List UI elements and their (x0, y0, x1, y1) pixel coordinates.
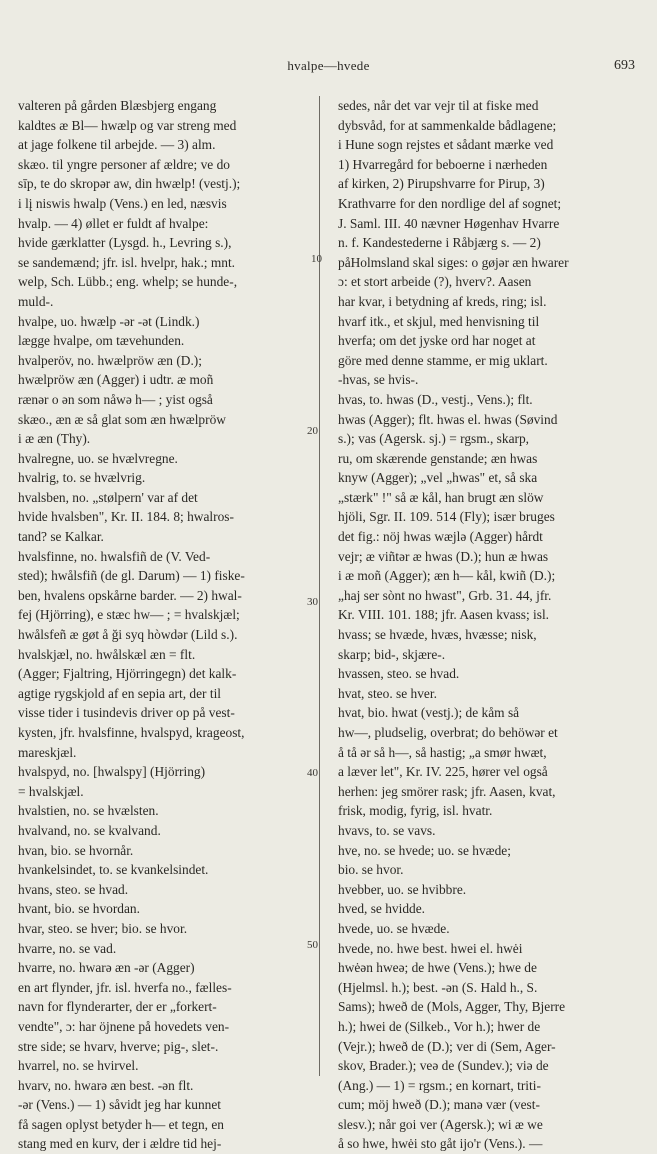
text-line: 1) Hvarregård for beboerne i nærheden (338, 156, 548, 172)
text-line: n. f. Kandestederne i Råbjærg s. — 2) (338, 235, 541, 251)
text-line: hvas, to. hwas (D., vestj., Vens.); flt. (338, 391, 533, 407)
text-line: hvat, steo. se hver. (338, 685, 437, 701)
text-line: hvassen, steo. se hvad. (338, 666, 460, 682)
text-line: å tå ər så h—, så hastig; „a smør hwæt, (338, 744, 547, 760)
text-line: påHolmsland skal siges: o gøjər æn hwarer (338, 254, 569, 270)
text-line: visse tider i tusindevis driver op på vest- (18, 705, 235, 721)
text-line: hvalstien, no. se hvælsten. (18, 803, 159, 819)
text-line: knyw (Agger); „vel „hwas" et, så ska (338, 470, 538, 486)
text-line: i lį niswis hwalp (Vens.) en led, næsvis (18, 195, 227, 211)
text-line: hwėən hweə; de hwe (Vens.); hwe de (338, 960, 537, 976)
text-line: Kr. VIII. 101. 188; jfr. Aasen kvass; isl. (338, 607, 550, 623)
text-line: lægge hvalpe, om tævehunden. (18, 333, 185, 349)
text-line: slesv.); når goi ver (Agersk.); wi æ we (338, 1116, 543, 1132)
text-line: å so hwe, hwėi sto gåt ijo'r (Vens.). — (338, 1136, 543, 1152)
text-line: hvarv, no. hwarə æn best. -ən flt. (18, 1077, 194, 1093)
text-line: kysten, jfr. hvalsfinne, hvalspyd, krageost, (18, 725, 245, 740)
text-line: sedes, når det var vejr til at fiske med (338, 98, 539, 113)
text-line: hvide gærklatter (Lysgd. h., Levring s.), (18, 235, 232, 251)
text-line: ru, om skærende genstande; æn hwas (338, 450, 538, 466)
text-line: navn for flynderarter, der er „forkert- (18, 999, 217, 1015)
text-line: hw—, pludselig, overbrat; do behöwər et (338, 725, 558, 740)
text-line: hvarre, no. hwarə æn -ər (Agger) (18, 960, 195, 976)
text-line: hvan, bio. se hvornår. (18, 842, 134, 858)
text-line: „stærk" !" så æ kål, han brugt æn slöw (338, 489, 544, 505)
text-line: en art flynder, jfr. isl. hverfa no., fælles- (18, 979, 232, 995)
text-line: hvass; se hvæde, hvæs, hvæsse; nisk, (338, 627, 537, 643)
text-line: se sandemænd; jfr. isl. hvelpr, hak.; mnt. (18, 254, 236, 270)
text-line: i æ æn (Thy). (18, 431, 91, 447)
text-line: vejr; æ viñtər æ hwas (D.); hun æ hwas (338, 548, 549, 564)
text-line: -ər (Vens.) — 1) såvidt jeg har kunnet (18, 1097, 222, 1113)
text-line: sīp, te do skropər aw, din hwælp! (vestj.); (18, 176, 241, 192)
text-line: = hvalskjæl. (18, 783, 84, 799)
text-line: „haj ser sònt no hwast", Grb. 31. 44, jfr. (338, 587, 552, 603)
text-line: frisk, modig, fyrig, isl. hvatr. (338, 803, 493, 819)
text-line: herhen: jeg smörer rask; jfr. Aasen, kvat, (338, 783, 556, 799)
line-number-30: 30 (307, 596, 318, 608)
text-line: hvede, uo. se hvæde. (338, 920, 450, 936)
text-line: hvarre, no. se vad. (18, 940, 117, 956)
text-line: hwælpröw æn (Agger) i udtr. æ moñ (18, 372, 214, 388)
text-line: hvarf itk., et skjul, med henvisning til (338, 313, 540, 329)
text-line: bio. se hvor. (338, 862, 404, 878)
text-line: fej (Hjörring), e stæc hw— ; = hvalskjæl; (18, 607, 240, 623)
text-line: hvalregne, uo. se hvælvregne. (18, 450, 178, 466)
text-line: cum; möj hweð (D.); manə vær (vest- (338, 1097, 540, 1113)
page-number: 693 (614, 58, 635, 73)
left-column (18, 96, 308, 1154)
text-line: at jage folkene til arbejde. — 3) alm. (18, 137, 216, 153)
text-line: hvalspyd, no. [hwalspy] (Hjörring) (18, 764, 206, 780)
text-line: hjöli, Sgr. II. 109. 514 (Fly); især bruges (338, 509, 555, 525)
text-line: (Hjelmsl. h.); best. -ən (S. Hald h., S. (338, 979, 538, 995)
text-line: valteren på gården Blæsbjerg engang (18, 98, 217, 113)
text-line: mareskjæl. (18, 744, 77, 760)
text-line: hvalsfinne, no. hwalsfiñ de (V. Ved- (18, 548, 211, 564)
text-line: hved, se hvidde. (338, 901, 426, 917)
line-number-20: 20 (307, 425, 318, 437)
text-line: hvalvand, no. se kvalvand. (18, 822, 161, 838)
text-line: hvalsben, no. „stølpern' var af det (18, 489, 198, 505)
text-line: skæo., æn æ så glat som æn hwælpröw (18, 411, 226, 427)
text-line: skarp; bid-, skjære-. (338, 646, 446, 662)
text-line: hwålsfeñ æ gøt å ği syq hòwdər (Lild s.). (18, 627, 238, 643)
text-line: hwas (Agger); flt. hwas el. hwas (Søvind (338, 411, 558, 427)
text-line: rænər o ən som nåwə h— ; yist også (18, 391, 213, 407)
line-number-50: 50 (307, 939, 318, 951)
text-line: (Agger; Fjaltring, Hjörringegn) det kalk- (18, 666, 237, 682)
text-line: ɔ: et stort arbeide (?), hverv?. Aasen (338, 274, 532, 290)
right-column (338, 96, 638, 1154)
text-line: welp, Sch. Lübb.; eng. whelp; se hunde-, (18, 274, 238, 290)
text-line: i Hune sogn rejstes et sådant mærke ved (338, 137, 554, 153)
text-line: sted); hwålsfiñ (de gl. Darum) — 1) fiske- (18, 568, 245, 584)
text-line: kaldtes æ Bl— hwælp og var streng med (18, 117, 237, 133)
text-line: J. Saml. III. 40 nævner Høgenhav Hvarre (338, 215, 560, 231)
text-line: hvede, no. hwe best. hwei el. hwėi (338, 940, 523, 956)
text-line: hvar, steo. se hver; bio. se hvor. (18, 920, 188, 936)
column-rule (319, 96, 320, 1076)
text-line: vendte", ɔ: har öjnene på hovedets ven- (18, 1018, 230, 1034)
text-line: få sagen oplyst betyder h— et tegn, en (18, 1116, 225, 1132)
text-line: s.); vas (Agersk. sj.) = rgsm., skarp, (338, 431, 530, 447)
text-line: hverfa; om det jyske ord har noget at (338, 333, 536, 349)
text-line: hvant, bio. se hvordan. (18, 901, 140, 917)
text-line: hvebber, uo. se hvibbre. (338, 881, 467, 897)
text-line: agtige rygskjold af en sepia art, der til (18, 685, 222, 701)
text-line: h.); hwei de (Silkeb., Vor h.); hwer de (338, 1018, 541, 1034)
text-line: (Ang.) — 1) = rgsm.; en kornart, triti- (338, 1077, 541, 1093)
text-line: hvalpe, uo. hwælp -ər -ət (Lindk.) (18, 313, 200, 329)
line-number-40: 40 (307, 767, 318, 779)
text-line: a læver let", Kr. IV. 225, hører vel også (338, 764, 548, 780)
text-line: Krathvarre for den nordlige del af sognet; (338, 195, 562, 211)
text-line: hve, no. se hvede; uo. se hvæde; (338, 842, 511, 858)
text-line: hvalperöv, no. hwælpröw æn (D.); (18, 352, 202, 368)
text-line: muld-. (18, 293, 54, 309)
running-head: hvalpe—hvede (287, 58, 370, 73)
text-line: i æ moñ (Agger); æn h— kål, kwiñ (D.); (338, 568, 556, 584)
text-line: göre med denne stamme, er mig uklart. (338, 352, 548, 368)
text-line: hvalp. — 4) øllet er fuldt af hvalpe: (18, 215, 209, 231)
text-line: hvalskjæl, no. hwålskæl æn = flt. (18, 646, 196, 662)
text-line: skov, Brader.); veə de (Sundev.); viə de (338, 1058, 549, 1074)
text-line: hvavs, to. se vavs. (338, 822, 436, 838)
text-line: af kirken, 2) Pirupshvarre for Pirup, 3) (338, 176, 545, 192)
text-line: (Vejr.); hweð de (D.); ver di (Sem, Ager- (338, 1038, 556, 1054)
text-line: hvarrel, no. se hvirvel. (18, 1058, 139, 1074)
text-line: hvat, bio. hwat (vestj.); de kåm så (338, 705, 520, 721)
text-line: hvans, steo. se hvad. (18, 881, 129, 897)
text-line: hvide hvalsben", Kr. II. 184. 8; hwalros- (18, 509, 234, 525)
text-line: ben, hvalens opskårne barder. — 2) hwal- (18, 587, 242, 603)
text-line: stang med en kurv, der i ældre tid hej- (18, 1136, 222, 1152)
text-line: hvalrig, to. se hvælvrig. (18, 470, 146, 486)
text-line: -hvas, se hvis-. (338, 372, 419, 388)
text-line: det fig.: nöj hwas wæjlə (Agger) hårdt (338, 529, 543, 545)
text-line: har kvar, i betydning af kreds, ring; isl. (338, 293, 547, 309)
line-number-10: 10 (311, 253, 322, 265)
text-line: hvankelsindet, to. se kvankelsindet. (18, 862, 209, 878)
text-line: stre side; se hvarv, hverve; pig-, slet-. (18, 1038, 219, 1054)
text-line: Sams); hweð de (Mols, Agger, Thy, Bjerre (338, 999, 566, 1015)
text-line: tand? se Kalkar. (18, 529, 104, 545)
text-line: skæo. til yngre personer af ældre; ve do (18, 156, 230, 172)
text-line: dybsvåd, for at sammenkalde bådlagene; (338, 117, 557, 133)
